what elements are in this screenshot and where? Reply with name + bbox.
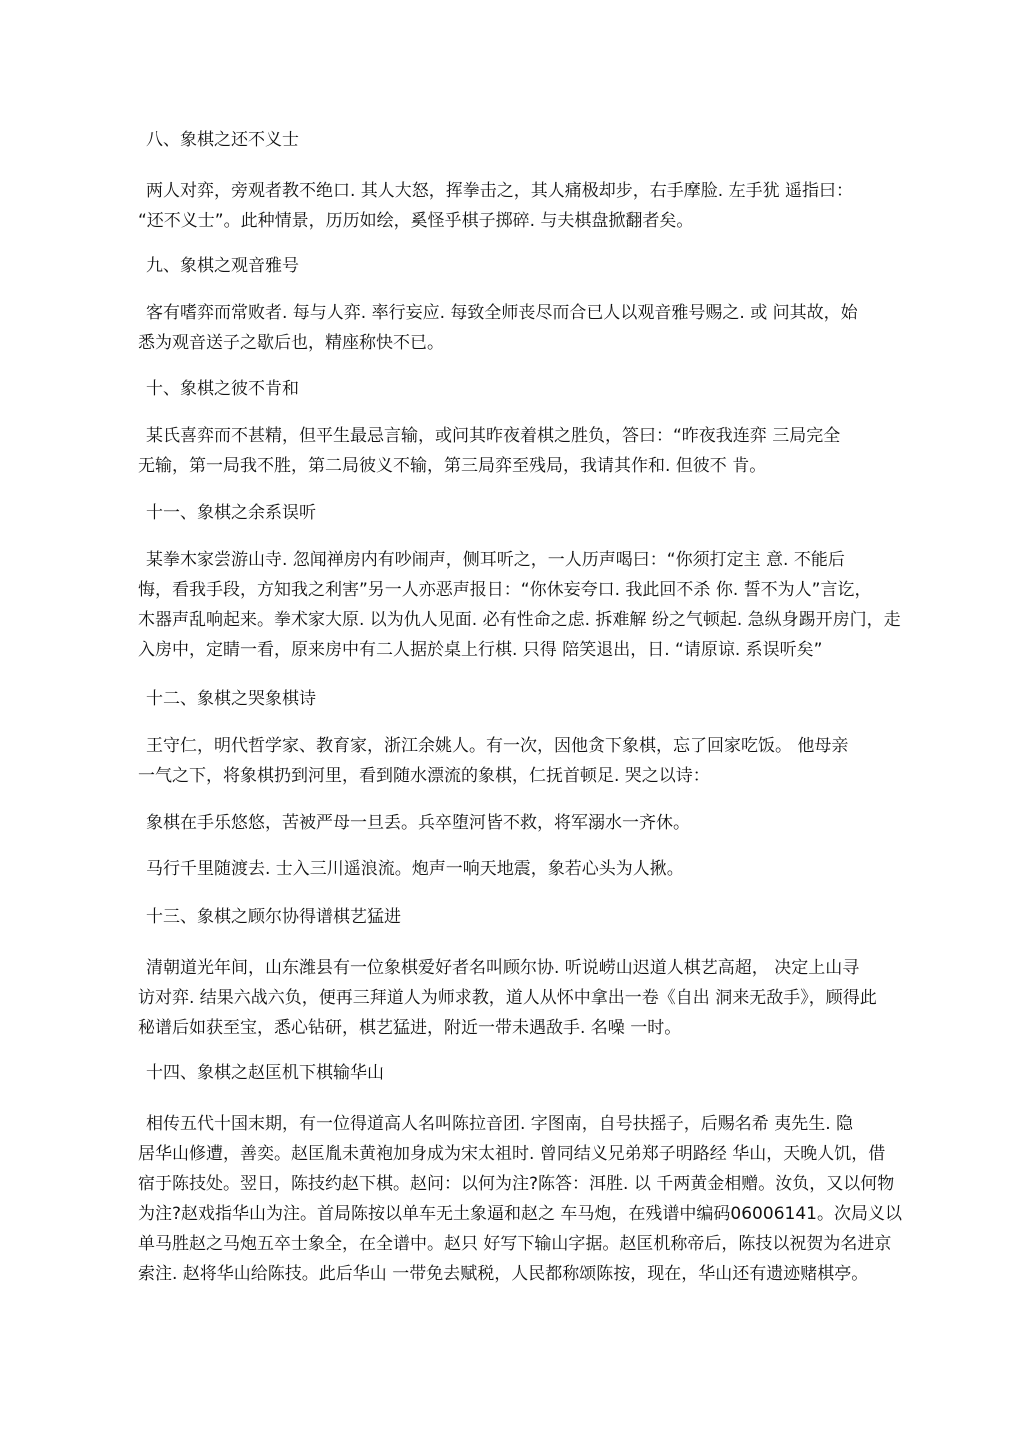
paragraph-line: 居华山修遭，善奕。赵匡胤未黄袍加身成为宋太祖时. 曾同结义兄弟郑子明路经 华山，天晚人饥，借	[138, 1144, 886, 1164]
paragraph-line: 单马胜赵之马炮五卒士象全，在全谱中。赵只 好写下输山字据。赵匡机称帝后，陈技以祝贺为名进京	[138, 1234, 892, 1254]
section-heading: 十一、象棋之余系误听	[146, 503, 316, 523]
paragraph-line: 无输，第一局我不胜，第二局彼义不输，第三局弈至残局，我请其作和. 但彼不 肯。	[138, 456, 767, 476]
paragraph-line: 悔，看我手段，方知我之利害”另一人亦恶声报日：“你休妄夸口. 我此回不杀 你. 誓不为人”言讫，	[138, 580, 872, 600]
paragraph-line: 两人对弈，旁观者教不绝口. 其人大怒，挥拳击之，其人痛极却步，右手摩脸. 左手犹 遥指曰：	[146, 181, 854, 201]
paragraph-line: 某拳木家尝游山寺. 忽闻禅房内有吵闹声，侧耳听之，一人历声喝曰：“你须打定主 意. 不能后	[146, 550, 845, 570]
poem-line: 象棋在手乐悠悠，苦被严母一旦丢。兵卒堕河皆不救，将军溺水一齐休。	[146, 813, 690, 833]
section-heading: 十、象棋之彼不肯和	[146, 379, 299, 399]
paragraph-line: 某氏喜弈而不甚精，但平生最忌言输，或问其昨夜着棋之胜负，答曰：“昨夜我连弈 三局完全	[146, 426, 841, 446]
paragraph-line: 秘谱后如获至宝，悉心钻研，棋艺猛进，附近一带未遇敌手. 名噪 一时。	[138, 1018, 682, 1038]
paragraph-line: “还不义士”。此种情景，历历如绘，奚怪乎棋子掷碎. 与夫棋盘掀翻者矣。	[138, 211, 694, 231]
paragraph-line: 宿于陈技处。翌日，陈技约赵下棋。赵问：以何为注?陈答：洱胜. 以 千两黄金相赠。汝负，又以何物	[138, 1174, 895, 1194]
section-heading: 九、象棋之观音雅号	[146, 256, 299, 276]
section-heading: 十三、象棋之顾尔协得谱棋艺猛进	[146, 907, 401, 927]
section-heading: 十四、象棋之赵匡机下棋输华山	[146, 1063, 384, 1083]
paragraph-line: 木器声乱响起来。拳术家大原. 以为仇人见面. 必有性命之虑. 拆难解 纷之气顿起. 急纵身踢开房门，走	[138, 610, 901, 630]
paragraph-line: 客有嗜弈而常败者. 每与人弈. 率行妄应. 每致全师丧尽而合已人以观音雅号赐之. 或 问其故，始	[146, 303, 858, 323]
section-heading: 八、象棋之还不义士	[146, 130, 299, 150]
paragraph-line: 王守仁，明代哲学家、教育家，浙江余姚人。有一次，因他贪下象棋，忘了回家吃饭。 他母亲	[146, 736, 849, 756]
section-heading: 十二、象棋之哭象棋诗	[146, 689, 316, 709]
poem-line: 马行千里随渡去. 士入三川遥浪流。炮声一响天地震，象若心头为人揪。	[146, 859, 684, 879]
paragraph-line: 悉为观音送子之歇后也，精座称快不已。	[138, 333, 444, 353]
paragraph-line: 为注?赵戏指华山为注。首局陈按以单车无土象逼和赵之 车马炮，在残谱中编码06006141。次局义以	[138, 1204, 902, 1224]
paragraph-line: 索注. 赵将华山给陈技。此后华山 一带免去赋税，人民都称颂陈按，现在，华山还有遗迹赌棋亭。	[138, 1264, 869, 1284]
paragraph-line: 一气之下，将象棋扔到河里，看到随水漂流的象棋，仁抚首顿足. 哭之以诗：	[138, 766, 710, 786]
paragraph-line: 相传五代十国末期，有一位得道高人名叫陈拉音团. 字图南，自号扶摇子，后赐名希 夷先生. 隐	[146, 1114, 854, 1134]
paragraph-line: 清朝道光年间，山东潍县有一位象棋爱好者名叫顾尔协. 听说崂山迟道人棋艺高超， 决定上山寻	[146, 958, 860, 978]
paragraph-line: 入房中，定睛一看，原来房中有二人据於桌上行棋. 只得 陪笑退出，日. “请原谅. 系误听矣”	[138, 640, 823, 660]
paragraph-line: 访对弈. 结果六战六负，便再三拜道人为师求教，道人从怀中拿出一卷《自出 洞来无敌手》，顾得此	[138, 988, 877, 1008]
